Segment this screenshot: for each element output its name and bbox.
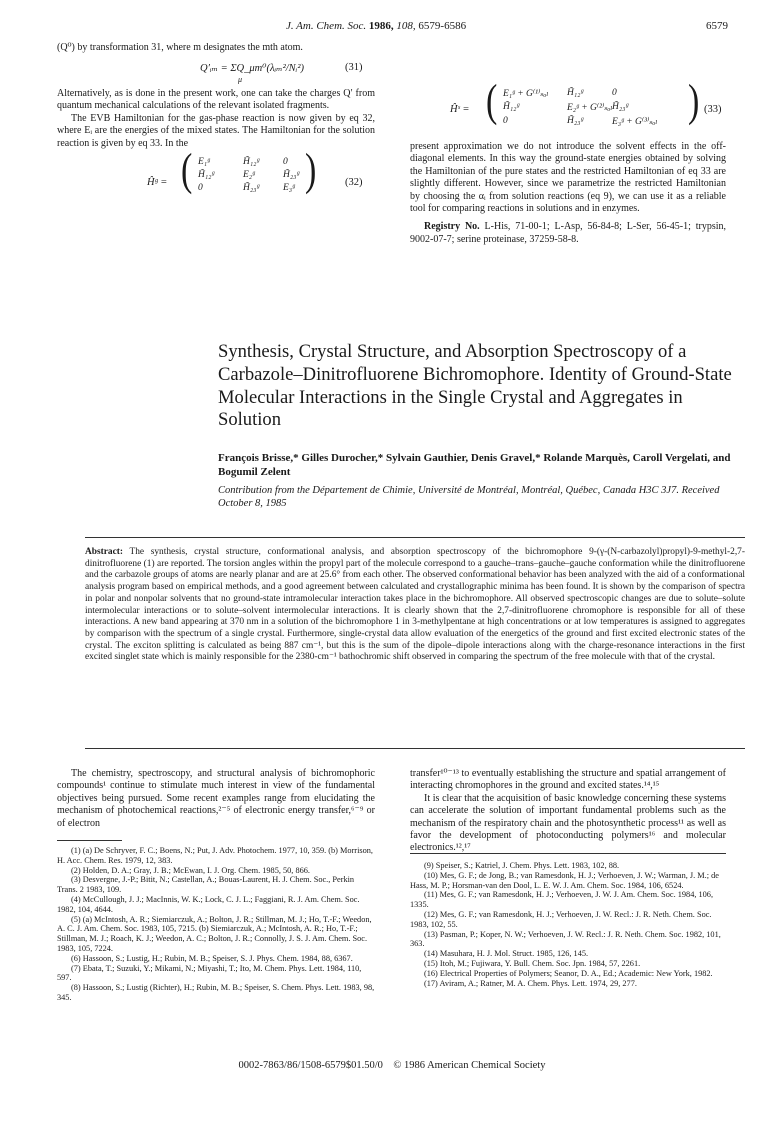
article-affiliation: Contribution from the Département de Chimie, Université de Montréal, Montréal, Québec, Canada H3C 3J7. Received October 8, 1985: [218, 485, 720, 509]
matrix-cell: H̃₂₃ᵍ: [283, 170, 300, 180]
footnote: (8) Hassoon, S.; Lustig (Richter), H.; Rubin, M. B.; Speiser, S. Chem. Phys. Lett. 1983, 98, 345.: [57, 983, 375, 1002]
article-code: 0002-7863/86/1508-6579$01.50/0: [238, 1060, 383, 1071]
paragraph: Alternatively, as is done in the present work, one can take the charges Q′ from quantum mechanical calculations of the relevant isolated fragments.: [57, 88, 375, 112]
equation-31-expression: Q′ᵢₘ = ΣQ_μm⁰(λᵢₘ²/Nᵢ²): [200, 63, 304, 74]
paragraph: The chemistry, spectroscopy, and structural analysis of bichromophoric compounds¹ continue to stimulate much interest in view of the fundamental objectives being pursued. Some recent examples range from elucidating the mechanism of photochemical reactions,²⁻⁵ of electronic energy transfer,⁶⁻⁹ or of electron: [57, 768, 375, 829]
abstract: [85, 547, 745, 664]
matrix-cell: 0: [612, 88, 617, 98]
matrix-cell: H̃₂₃ᵍ: [243, 183, 260, 193]
copyright: © 1986 American Chemical Society: [393, 1060, 546, 1071]
matrix-cell: H̃₁₂ᵍ: [198, 170, 215, 180]
journal-name: J. Am. Chem. Soc.: [286, 20, 367, 32]
equation-31: [200, 62, 304, 74]
left-paren: (: [486, 76, 498, 127]
footnote: (6) Hassoon, S.; Lustig, H.; Rubin, M. B.; Speiser, S. J. Phys. Chem. 1984, 88, 6367.: [71, 953, 353, 963]
matrix-cell: H̃₂₃ᵍ: [612, 102, 629, 112]
matrix-cell: E₁ᵍ: [198, 157, 210, 167]
top-left-paragraphs: [57, 88, 375, 150]
body-right-column: [410, 768, 726, 855]
right-paren: ): [305, 145, 317, 196]
matrix-cell: 0: [503, 116, 508, 126]
matrix-cell: E₂ᵍ: [243, 170, 255, 180]
footnote: (4) McCullough, J. J.; MacInnis, W. K.; Lock, C. J. L.; Faggiani, R. J. Am. Chem. Soc. 1982, 104, 4644.: [57, 894, 360, 914]
paragraph: It is clear that the acquisition of basic knowledge concerning these systems can accelerate the solution of important fundamental problems such as the mechanism of the respiratory chain and the photosynthetic process¹¹ as well as favor the development of photoconducting polymers¹⁶ and molecular electronics.¹²,¹⁷: [410, 792, 726, 854]
text-line: (Q⁰) by transformation 31, where m designates the mth atom.: [57, 42, 303, 53]
matrix-cell: H̃₁₂ᵍ: [503, 102, 520, 112]
footnote: (7) Ebata, T.; Suzuki, Y.; Mikami, N.; Miyashi, T.; Ito, M. Chem. Phys. Lett. 1984, 110, 597.: [57, 963, 362, 983]
footnote: (11) Mes, G. F.; van Ramesdonk, H. J.; Verhoeven, J. W. J. Am. Chem. Soc. 1984, 106, 1335.: [410, 890, 714, 910]
divider: [85, 537, 745, 538]
paragraph: transfer¹⁰⁻¹³ to eventually establishing the structure and spatial arrangement of interacting chromophores in the ground and excited states.¹⁴,¹⁵: [410, 768, 726, 792]
equation-31-number: (31): [345, 62, 363, 73]
divider: [85, 748, 745, 749]
top-right-column: [410, 141, 726, 246]
page-footer: [0, 1060, 784, 1071]
journal-volume: 108,: [396, 20, 416, 32]
matrix-cell: E₂ᵍ + G⁽²⁾ₛₒₗ: [567, 103, 613, 113]
footnote: (14) Masuhara, H. J. Mol. Struct. 1985, 126, 145.: [424, 949, 589, 959]
running-header: [286, 20, 466, 32]
equation-32-lhs: Ĥᵍ =: [147, 177, 168, 188]
footnote: (2) Holden, D. A.; Gray, J. B.; McEwan, I. J. Org. Chem. 1985, 50, 866.: [71, 865, 310, 875]
footnote: (16) Electrical Properties of Polymers; Seanor, D. A., Ed.; Academic: New York, 1982.: [424, 968, 713, 978]
footnote: (1) (a) De Schryver, F. C.; Boens, N.; Put, J. Adv. Photochem. 1977, 10, 359. (b) Morrison, H. Acc. Chem. Res. 1979, 12, 383.: [57, 846, 373, 865]
left-paren: (: [181, 145, 193, 196]
page-number: 6579: [706, 20, 728, 32]
article-title: Synthesis, Crystal Structure, and Absorption Spectroscopy of a Carbazole–Dinitrofluorene Bichromophore. Identity of Ground-State Molecular Interactions in the Single Crystal and Aggregates in Solution: [218, 341, 732, 431]
body-left-column: [57, 768, 375, 830]
matrix-cell: H̃₁₂ᵍ: [243, 157, 260, 167]
matrix-cell: 0: [283, 157, 288, 167]
footnotes-left: [57, 846, 375, 1003]
right-paren: ): [688, 76, 700, 127]
footnote: (5) (a) McIntosh, A. R.; Siemiarczuk, A.; Bolton, J. R.; Stillman, M. J.; Ho, T.-F.; Weedon, A. C. J. Am. Chem. Soc. 1983, 105, 7215. (b) Siemiarczuk, A.; McIntosh, A. R.; Ho, T.-F.; Stillman, M. J.; Roach, K. J.; Weedon, A. C.; Bolton, J. R.; Connolly, J. S. J. Am. Chem. Soc. 1983, 105, 7224.: [57, 914, 372, 953]
top-left-column: [57, 42, 375, 54]
paragraph: The EVB Hamiltonian for the gas-phase reaction is now given by eq 32, where Eᵢ are the energies of the mixed states. The Hamiltonian for the solution reaction is given by eq 33. In the: [57, 112, 375, 149]
registry-paragraph: [410, 221, 726, 246]
footnote: (3) Desvergne, J.-P.; Bitit, N.; Castellan, A.; Bouas-Laurent, H. J. Chem. Soc., Perkin Trans. 2 1983, 109.: [57, 875, 355, 895]
footnote: (13) Pasman, P.; Koper, N. W.; Verhoeven, J. W. Recl.: J. R. Neth. Chem. Soc. 1982, 101, 363.: [410, 929, 721, 949]
matrix-cell: 0: [198, 183, 203, 193]
footnote: (12) Mes, G. F.; van Ramesdonk, H. J.; Verhoeven, J. W. Recl.: J. R. Neth. Chem. Soc. 1983, 102, 55.: [410, 909, 712, 929]
footnote: (17) Aviram, A.; Ratner, M. A. Chem. Phys. Lett. 1974, 29, 277.: [424, 978, 637, 988]
matrix-cell: E₃ᵍ: [283, 183, 295, 193]
paragraph: present approximation we do not introduce the solvent effects in the off-diagonal elements. In this way the ground-state energies obtained by solving the Hamiltonian of the pure states and the restricted Hamiltonian of eq 33 are slightly different. However, since we parametrize the restricted Hamiltonian by choosing the αᵢ from solution reactions (eq 9), we can use it as a reliable tool for comparing reactions in solutions and in enzymes.: [410, 141, 726, 215]
footnote: (9) Speiser, S.; Katriel, J. Chem. Phys. Lett. 1983, 102, 88.: [424, 861, 620, 870]
equation-32-number: (32): [345, 177, 363, 188]
footnote: (15) Itoh, M.; Fujiwara, Y. Bull. Chem. Soc. Jpn. 1984, 57, 2261.: [424, 958, 641, 968]
journal-pages: 6579-6586: [418, 20, 467, 32]
footnote-rule: [410, 853, 726, 854]
matrix-cell: E₁ᵍ + G⁽¹⁾ₛₒₗ: [503, 89, 549, 99]
matrix-cell: E₃ᵍ + G⁽³⁾ₛₒₗ: [612, 117, 658, 127]
matrix-cell: H̃₁₂ᵍ: [567, 88, 584, 98]
footnote-rule: [57, 840, 122, 841]
equation-31-subscript: μ: [238, 75, 243, 84]
abstract-label: Abstract:: [85, 547, 124, 557]
footnotes-right: [410, 861, 726, 988]
matrix-cell: H̃₂₃ᵍ: [567, 116, 584, 126]
abstract-text: The synthesis, crystal structure, conformational analysis, and absorption spectroscopy of the bichromophore 9-(γ-(N-carbazolyl)propyl)-9-methyl-2,7-dinitrofluorene (1) are reported. The torsion angles within the propyl part of the molecule correspond to a gauche–trans–gauche–gauche conformation while the dinitrofluorene and the carbazole groups of atoms are nearly planar and are at 25.6° from each other. The observed conformational behavior has been analyzed with the aid of a conformational analysis program based on empirical methods, and a good agreement between calculated and crystallographic minima has been found. It is shown by the comparison of spectra in polar and nonpolar solvents that no ground-state intramolecular interaction takes place in the bichromophore. All observed spectroscopic changes are due to solute–solute intermolecular interactions or to solute–solvent intermolecular interactions. It is clearly shown that the 2,7-dinitrofluorene chromophore is responsible for all of these interactions. A new band appearing at 370 nm in a solution of the bichromophore 1 in 3-methylpentane at high concentrations or at low temperatures is assigned to aggregates by comparison with the spectrum of a single crystal. Furthermore, single-crystal data allow evaluation of the energetics of the ground and first excited electronic states of the crystal. The exciton splitting is calculated as being 887 cm⁻¹, but this is the sum of the dipole–dipole interactions along with the charge-resonance interactions in the first excited singlet state which is mainly responsible for the 2380-cm⁻¹ bathochromic shift observed in comparing the spectrum of the free molecule with that of the crystal.: [85, 547, 745, 663]
equation-33-number: (33): [704, 104, 722, 115]
registry-text: L-His, 71-00-1; L-Asp, 56-84-8; L-Ser, 56-45-1; trypsin, 9002-07-7; serine proteinase, 37259-58-8.: [410, 221, 727, 245]
footnote: (10) Mes, G. F.; de Jong, B.; van Ramesdonk, H. J.; Verhoeven, J. W.; Warman, J. M.; de Hass, M. P.; Horsman-van den Dool, L. E. W. J. Am. Chem. Soc. 1984, 106, 6524.: [410, 870, 719, 890]
journal-year: 1986,: [368, 20, 394, 32]
registry-label: Registry No.: [424, 221, 480, 233]
equation-33-lhs: Ĥˢ =: [450, 104, 470, 115]
article-authors: François Brisse,* Gilles Durocher,* Sylvain Gauthier, Denis Gravel,* Rolande Marquès, Caroll Vergelati, and Bogumil Zelent: [218, 452, 731, 478]
